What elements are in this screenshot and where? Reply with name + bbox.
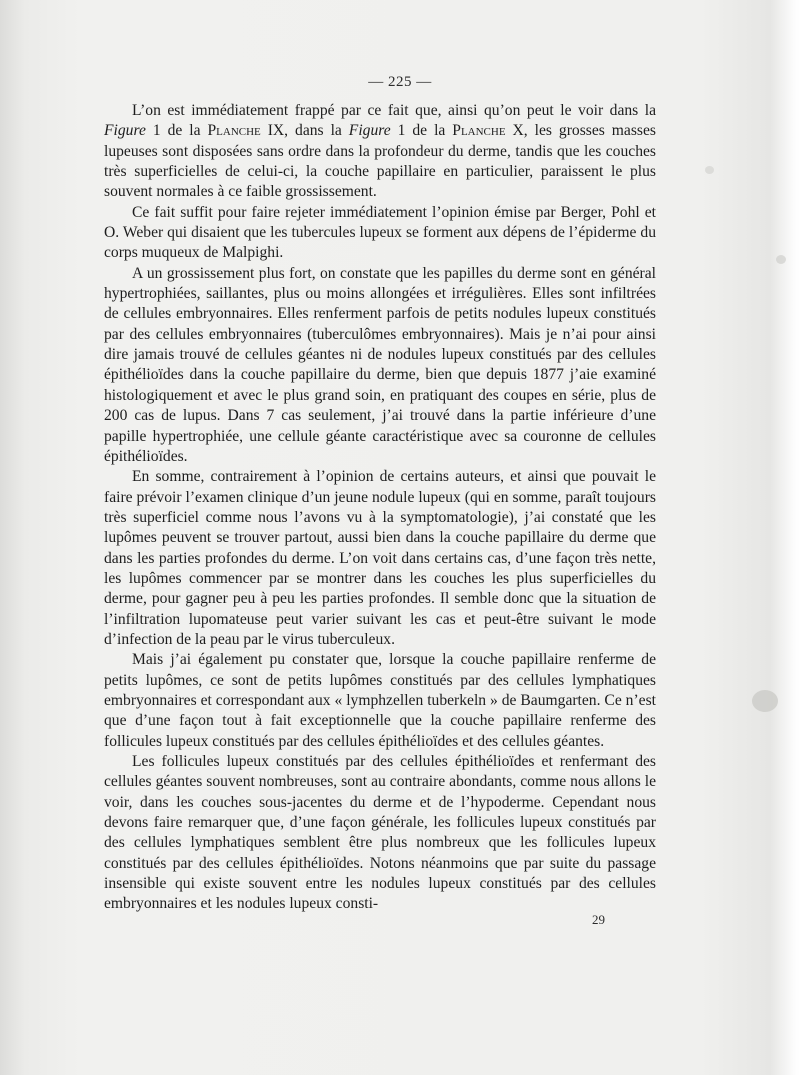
paper-stain [776, 255, 786, 264]
text-run: A un grossissement plus fort, on constate que les papilles du derme sont en général hypertrophiées, saillantes, plus ou moins allongées et irrégulières. Elles sont infiltrées de cellules embryonnaires. Elles renferment parfois de petits nodules lupeux constitués par des cellules embryonnaires (tuberculômes embryonnaires). Mais je n’ai pour ainsi dire jamais trouvé de cellules géantes ni de nodules lupeux constitués par des cellules épithélioïdes dans la couche papillaire du derme, bien que depuis 1877 j’aie examiné histologiquement et avec le plus grand soin, en pratiquant des coupes en série, plus de 200 cas de lupus. Dans 7 cas seulement, j’ai trouvé dans la partie inférieure d’une papille hypertrophiée, une cellule géante caractéristique avec sa couronne de cellules épithélioïdes. [104, 264, 656, 465]
paragraph [104, 650, 656, 752]
paragraph [104, 203, 656, 264]
paragraph [104, 467, 656, 650]
figure-reference: Figure [348, 122, 391, 140]
page-number: — 225 — [368, 74, 432, 90]
printer-signature-mark: 29 [592, 912, 605, 927]
text-run: Ce fait suffit pour faire rejeter immédiatement l’opinion émise par Berger, Pohl et O. Weber qui disaient que les tubercules lupeux se forment aux dépens de l’épiderme du corps muqueux de Malpighi. [104, 203, 656, 262]
plate-reference: Planche [207, 122, 261, 140]
text-run: 1 de la [145, 122, 208, 140]
text-run: L’on est immédiatement frappé par ce fait que, ainsi qu’on peut le voir dans la [132, 102, 656, 119]
paragraph [104, 752, 656, 915]
figure-reference: Figure [104, 122, 146, 140]
text-run: Les follicules lupeux constitués par des cellules épithélioïdes et renfermant des cellules géantes souvent nombreuses, sont au contraire abondants, comme nous allons le voir, dans les couches sous-jacentes du derme et de l’hypoderme. Cependant nous devons faire remarquer que, d’une façon générale, les follicules lupeux constitués par des cellules lymphatiques semblent être plus nombreux que les follicules lupeux constitués par des cellules épithélioïdes. Notons néanmoins que par suite du passage insensible qui existe souvent entre les nodules lupeux constitués par des cellules embryonnaires et les nodules lupeux consti- [104, 753, 656, 913]
paragraph [104, 264, 656, 467]
text-run: En somme, contrairement à l’opinion de certains auteurs, et ainsi que pouvait le faire prévoir l’examen clinique d’un jeune nodule lupeux (qui en somme, paraît toujours très superficiel comme nous l’avons vu à la symptomatologie), j’ai constaté que les lupômes peuvent se trouver partout, aussi bien dans la couche papillaire du derme que dans les parties profondes du derme. L’on voit dans certains cas, d’une façon très nette, les lupômes commencer par se montrer dans les couches les plus superficielles du derme, pour gagner peu à peu les parties profondes. Il semble donc que la situation de l’infiltration lupomateuse peut varier suivant les cas et peut-être suivant le mode d’infection de la peau par le virus tuberculeux. [104, 468, 656, 648]
paragraph [104, 101, 656, 203]
plate-reference: Planche [452, 122, 506, 140]
paper-stain [705, 166, 714, 174]
text-run: X, les grosses masses lupeuses sont disposées sans ordre dans la profondeur du derme, tandis que les couches très superficielles de celui-ci, la couche papillaire en particulier, paraissent le plus souvent normales à ce faible grossissement. [104, 122, 656, 201]
body-text [104, 101, 656, 915]
text-run: IX, dans la [260, 122, 349, 140]
text-run: Mais j’ai également pu constater que, lorsque la couche papillaire renferme de petits lupômes, ce sont de petits lupômes constitués par des cellules lymphatiques embryonnaires et correspondant aux « lymphzellen tuberkeln » de Baumgarten. Ce n’est que d’une façon tout à fait exceptionnelle que la couche papillaire renferme des follicules lupeux constitués par des cellules épithélioïdes et des cellules géantes. [104, 651, 656, 750]
text-run: 1 de la [390, 122, 453, 140]
paper-stain [752, 690, 778, 712]
